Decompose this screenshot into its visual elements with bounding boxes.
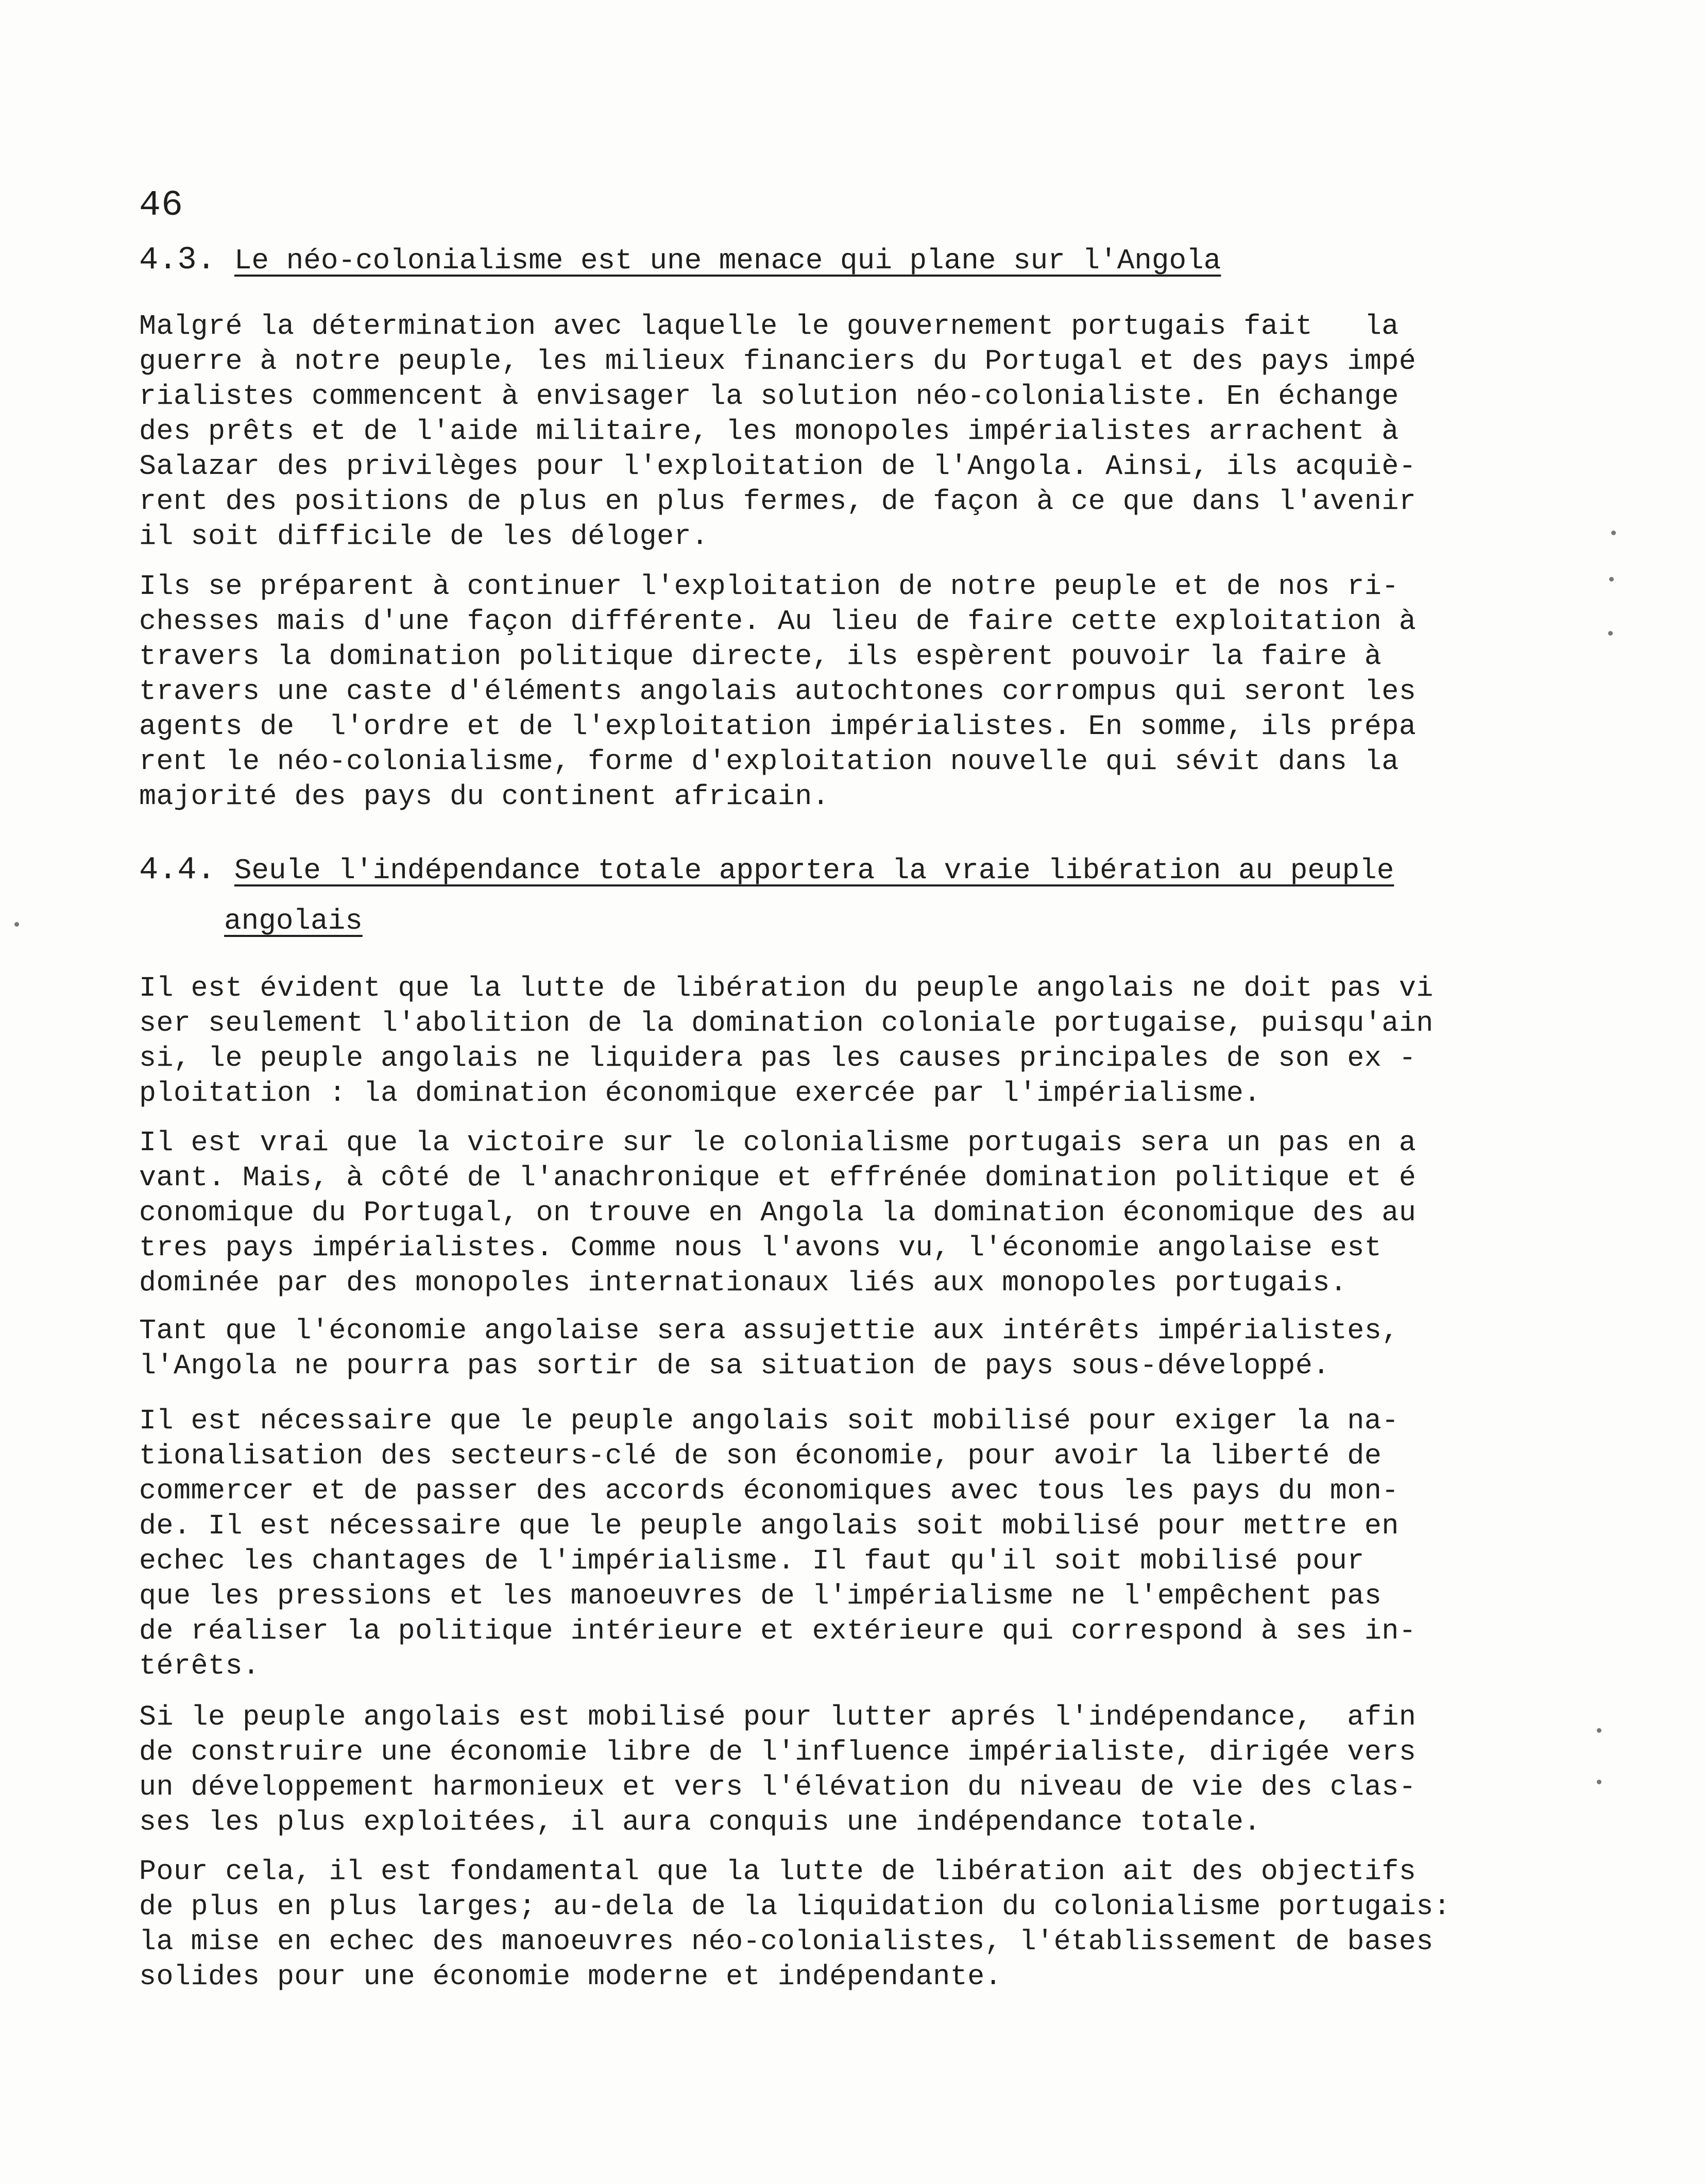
scan-speck bbox=[1611, 531, 1616, 535]
page-number: 46 bbox=[139, 185, 184, 226]
section-title-line-2: angolais bbox=[224, 905, 363, 937]
paragraph-4-4-5: Si le peuple angolais est mobilisé pour lutter aprés l'indépendance, afin de construire une économie libre de l'influence impérialiste, dirigée vers un développement harmonieux et vers l'élévation du niveau de vie des clas- ses les plus exploitées, il aura conquis une indépendance totale. bbox=[139, 1701, 1417, 1838]
section-number: 4.3. bbox=[139, 242, 216, 278]
paragraph-4-4-2: Il est vrai que la victoire sur le colonialisme portugais sera un pas en a vant. Mais, à côté de l'anachronique et effrénée domination politique et é conomique du Portugal, on trouve en Angola la domination économique des au tres pays impérialistes. Comme nous l'avons vu, l'économie angolaise est dominée par des monopoles internationaux liés aux monopoles portugais. bbox=[139, 1127, 1417, 1299]
paragraph-4-3-2: Ils se préparent à continuer l'exploitation de notre peuple et de nos ri- chesses mais d'une façon différente. Au lieu de faire cette exploitation à travers la domination politique directe, ils espèrent pouvoir la faire à travers une caste d'éléments angolais autochtones corrompus qui seront les agents de l'ordre et de l'exploitation impérialistes. En somme, ils prépa rent le néo-colonialisme, forme d'exploitation nouvelle qui sévit dans la majorité des pays du continent africain. bbox=[139, 570, 1417, 813]
scan-speck bbox=[1609, 577, 1614, 582]
section-title-line-1: Seule l'indépendance totale apportera la vraie libération au peuple bbox=[234, 854, 1394, 887]
paragraph-4-4-3: Tant que l'économie angolaise sera assujettie aux intérêts impérialistes, l'Angola ne pourra pas sortir de sa situation de pays sous-développé. bbox=[139, 1315, 1399, 1382]
scan-speck bbox=[1608, 631, 1613, 636]
scan-speck bbox=[14, 922, 19, 927]
paragraph-4-4-6: Pour cela, il est fondamental que la lutte de libération ait des objectifs de plus en plus larges; au-dela de la liquidation du colonialisme portugais: la mise en echec des manoeuvres néo-colonialistes, l'établissement de bases solides pour une économie moderne et indépendante. bbox=[139, 1855, 1451, 1993]
scan-speck bbox=[1597, 1728, 1601, 1733]
paragraph-4-4-4: Il est nécessaire que le peuple angolais soit mobilisé pour exiger la na- tionalisation des secteurs-clé de son économie, pour avoir la liberté de commercer et de passer des accords économiques avec tous les pays du mon- de. Il est nécessaire que le peuple angolais soit mobilisé pour mettre en echec les chantages de l'impérialisme. Il faut qu'il soit mobilisé pour que les pressions et les manoeuvres de l'impérialisme ne l'empêchent pas de réaliser la politique intérieure et extérieure qui correspond à ses in- térêts. bbox=[139, 1405, 1417, 1682]
section-heading-4-3 bbox=[139, 242, 1221, 279]
section-number: 4.4. bbox=[139, 851, 216, 888]
section-heading-4-4 bbox=[139, 845, 1427, 946]
section-title: Le néo-colonialisme est une menace qui plane sur l'Angola bbox=[234, 244, 1221, 277]
scan-speck bbox=[1597, 1780, 1601, 1784]
paragraph-4-3-1: Malgré la détermination avec laquelle le gouvernement portugais fait la guerre à notre peuple, les milieux financiers du Portugal et des pays impé rialistes commencent à envisager la solution néo-colonialiste. En échange des prêts et de l'aide militaire, les monopoles impérialistes arrachent à Salazar des privilèges pour l'exploitation de l'Angola. Ainsi, ils acquiè- rent des positions de plus en plus fermes, de façon à ce que dans l'avenir il soit difficile de les déloger. bbox=[139, 310, 1417, 553]
paragraph-4-4-1: Il est évident que la lutte de libération du peuple angolais ne doit pas vi ser seulement l'abolition de la domination coloniale portugaise, puisqu'ain si, le peuple angolais ne liquidera pas les causes principales de son ex - ploitation : la domination économique exercée par l'impérialisme. bbox=[139, 972, 1434, 1110]
